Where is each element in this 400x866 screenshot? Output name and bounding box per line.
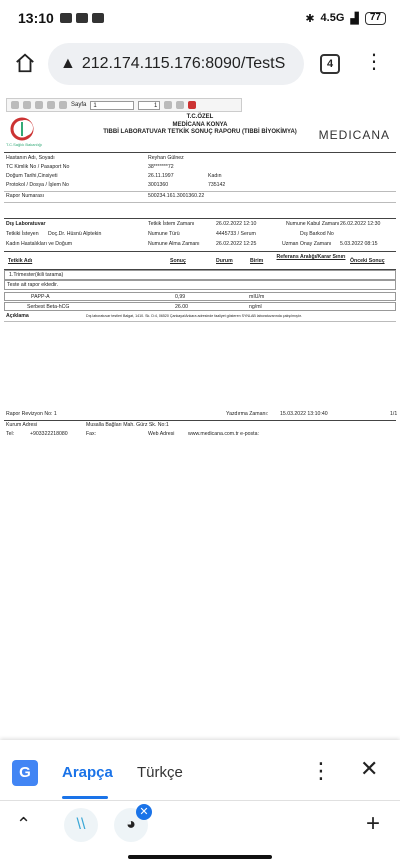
more-options-icon[interactable]: ⋮ [364,51,384,73]
patient-dob-row: Doğum Tarihi,Cinsiyeti 26.11.1997 Kadın [6,173,222,179]
page-select[interactable]: 1 [90,101,134,110]
patient-protocol-row: Protokol / Dosya / İşlem No 3001360 735142 [6,182,226,188]
divider [0,800,400,801]
last-page-icon[interactable] [176,101,184,109]
ministry-caption: T.C.Sağlık Bakanlığı [6,142,43,147]
col-unit: Birim [250,258,264,264]
chat-notification-icon [76,13,88,23]
bluetooth-icon: ✱ [305,12,315,25]
page-label: Sayfa [71,102,87,108]
tab-thumbnail-icon[interactable]: \\ [64,808,98,842]
explanation-row: Açıklama Dış laboratuvar testleri Balgat, 1410. Sk. D:4, 06520 Çankaya/Ankara adresinde faaliyet gösteren SYNLAB laboratuvarında çalışılmıştır. [6,313,302,319]
col-result: Sonuç [170,258,186,264]
revision-row: Rapor Revizyon No: 1 Yazdırma Zamanı: 15.03.2022 13:10:40 1/1 [6,411,398,417]
browser-toolbar [0,40,400,90]
close-icon[interactable]: ✕ [360,756,379,781]
clock: 13:10 [18,10,54,26]
note-row: Teste ait rapor ektedir. [4,280,396,290]
home-icon[interactable] [14,52,36,74]
source-language-tab[interactable]: Arapça [62,764,113,781]
youtube-notification-icon [92,13,104,23]
medicana-logo: MEDICANA [318,128,390,142]
export-icon[interactable] [35,101,43,109]
url-text[interactable]: 212.174.115.176:8090/TestS [81,55,286,72]
address-bar[interactable] [48,43,304,85]
contact-row: Tel: +903322218080 Fax: Web Adresi www.medicana.com.tr e-posta: [6,431,259,437]
status-icons [305,12,386,25]
header-line-1: T.C.ÖZEL [186,114,214,120]
col-reference: Referans Aralığı/Karar Sınırı [276,254,346,260]
lab-row-3: Kadın Hastalıkları ve Doğum Numune Alma Zamanı 26.02.2022 12:25 Uzman Onay Zamanı 5.03.2022 08:15 [6,241,378,247]
first-page-icon[interactable] [47,101,55,109]
divider [4,321,396,322]
ministry-logo-icon [8,116,36,142]
report-toolbar [6,98,242,112]
header-line-3: TIBBİ LABORATUVAR TETKİK SONUÇ RAPORU (TIBBİ BİYOKİMYA) [103,129,297,135]
refresh-icon[interactable] [11,101,19,109]
next-page-icon[interactable] [164,101,172,109]
gesture-handle [128,855,272,859]
network-type: 4.5G [320,12,345,24]
page-number-input[interactable]: 1 [138,101,160,110]
divider [4,202,396,203]
globe-icon[interactable]: ◕ [114,808,148,842]
active-tab-indicator [62,796,108,799]
google-translate-icon: G [12,760,38,786]
prev-page-icon[interactable] [59,101,67,109]
tab-switcher-button[interactable]: 4 [320,54,340,74]
header-line-2: MEDİCANA KONYA [172,121,228,128]
close-tab-icon[interactable]: ✕ [136,804,152,820]
not-secure-warning-icon[interactable]: ▲ [60,55,76,72]
patient-name-row: Hastanın Adı, Soyadı Reyhan Gülnez [6,155,184,161]
group-row: 1.Trimester(ikili tarama) [4,270,396,280]
ministry-logo [6,116,43,147]
results-header-row [4,254,396,268]
target-language-tab[interactable]: Türkçe [137,764,183,781]
col-test-name: Tetkik Adı [8,258,33,264]
report-viewer [0,96,400,436]
patient-tc-row: TC Kimlik No / Pasaport No 38*******72 [6,164,174,170]
divider [4,218,396,219]
divider [4,152,396,153]
divider [4,251,396,252]
col-previous: Önceki Sonuç [350,258,385,264]
battery-icon: 77 [365,12,386,25]
signal-icon: ▟ [350,12,359,25]
translate-bar [0,740,400,866]
status-bar [0,0,400,36]
table-row: Serbest Beta-hCG 26.00 ng/ml [4,302,396,311]
print-icon[interactable] [23,101,31,109]
new-tab-icon[interactable]: + [366,810,381,837]
report-footer [0,408,400,438]
message-notification-icon [60,13,72,23]
lab-row-1: Dış Laboratuvar Tetkik İstem Zamanı 26.02.2022 12:10 Numune Kabul Zamanı 26.02.2022 12:30 [6,221,381,227]
col-status: Durum [216,258,233,264]
address-row: Kurum Adresi Musalla Bağları Mah. Gürz Sk. No:1 [6,422,169,428]
report-number-row: Rapor Numarası 500234.161.3001360.22 [6,193,205,199]
report-header [90,114,310,137]
translate-more-icon[interactable]: ⋮ [310,758,332,783]
chevron-up-icon[interactable]: ⌃ [16,814,32,834]
table-row: PAPP-A 0,99 mIU/m [4,292,396,301]
close-report-icon[interactable] [188,101,196,109]
lab-row-2: Tetkiki İsteyen Doç.Dr. Hüsnü Alptekin Numune Türü 4445733 / Serum Dış Barkod No [6,231,334,237]
